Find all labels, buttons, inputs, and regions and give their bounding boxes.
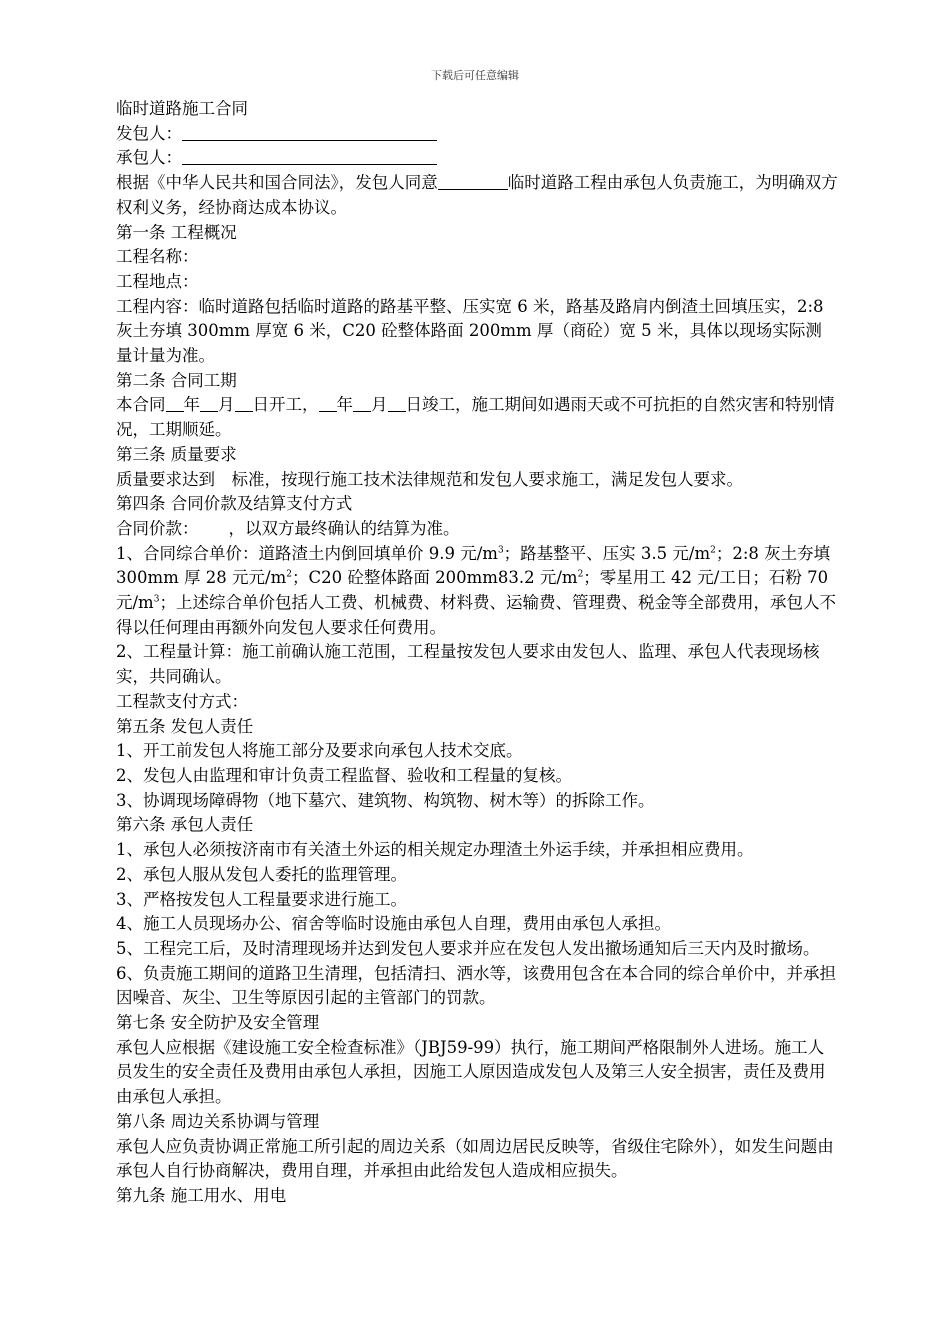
end-year-blank	[319, 395, 337, 412]
contract-price: 合同价款： ，以双方最终确认的结算为准。	[116, 518, 460, 538]
article-4-heading: 第四条 合同价款及结算支付方式	[116, 494, 353, 514]
schedule-paragraph: 本合同 年 月 日开工， 年 月 日竣工，施工期间如遇雨天或不可抗拒的自然灾害和特别情况，工期顺延。	[116, 395, 835, 440]
project-blank	[438, 173, 508, 190]
end-day-blank	[388, 395, 406, 412]
party-b-blank	[182, 148, 437, 165]
start-year-blank	[166, 395, 184, 412]
contract-body	[116, 97, 838, 1209]
article-1-heading: 第一条 工程概况	[116, 222, 237, 242]
article-5-heading: 第五条 发包人责任	[116, 716, 254, 736]
article-6-heading: 第六条 承包人责任	[116, 815, 254, 835]
article-8-heading: 第八条 周边关系协调与管理	[116, 1111, 320, 1131]
list-item: 2、承包人服从发包人委托的监理管理。	[116, 864, 407, 884]
quantity-paragraph: 2、工程量计算：施工前确认施工范围，工程量按发包人要求由发包人、监理、承包人代表现场核实，共同确认。	[116, 642, 820, 687]
start-month-blank	[200, 395, 218, 412]
list-item: 5、工程完工后，及时清理现场并达到发包人要求并应在发包人发出撤场通知后三天内及时撤场。	[116, 938, 820, 958]
payment-method: 工程款支付方式：	[116, 691, 248, 711]
article-3-heading: 第三条 质量要求	[116, 444, 237, 464]
intro-paragraph: 根据《中华人民共和国合同法》，发包人同意 临时道路工程由承包人负责施工，为明确双方权利义务，经协商达成本协议。	[116, 173, 838, 217]
list-item: 2、发包人由监理和审计负责工程监督、验收和工程量的复核。	[116, 765, 572, 785]
list-item: 3、协调现场障碍物（地下墓穴、建筑物、构筑物、树木等）的拆除工作。	[116, 790, 655, 810]
start-day-blank	[235, 395, 253, 412]
safety-paragraph: 承包人应根据《建设施工安全检查标准》（JBJ59-99）执行，施工期间严格限制外人进场。施工人员发生的安全责任及费用由承包人承担，因施工人原因造成发包人及第三人安全损害，责任及费用由承包人承担。	[116, 1037, 826, 1107]
list-item: 6、负责施工期间的道路卫生清理，包括清扫、洒水等，该费用包含在本合同的综合单价中，并承担因噪音、灰尘、卫生等原因引起的主管部门的罚款。	[116, 963, 836, 1008]
list-item: 3、严格按发包人工程量要求进行施工。	[116, 889, 407, 909]
list-item: 1、承包人必须按济南市有关渣土外运的相关规定办理渣土外运手续，并承担相应费用。	[116, 840, 754, 860]
list-item: 4、施工人员现场办公、宿舍等临时设施由承包人自理，费用由承包人承担。	[116, 914, 671, 934]
party-b-line: 承包人：	[116, 146, 838, 171]
article-7-heading: 第七条 安全防护及安全管理	[116, 1013, 320, 1033]
article-2-heading: 第二条 合同工期	[116, 370, 237, 390]
quality-paragraph: 质量要求达到 标准，按现行施工技术法律规范和发包人要求施工，满足发包人要求。	[116, 469, 743, 489]
project-name: 工程名称：	[116, 247, 199, 267]
surroundings-paragraph: 承包人应负责协调正常施工所引起的周边关系（如周边居民反映等，省级住宅除外），如发生问题由承包人自行协商解决，费用自理，并承担由此给发包人造成相应损失。	[116, 1136, 834, 1181]
project-location: 工程地点：	[116, 271, 199, 291]
end-month-blank	[353, 395, 371, 412]
list-item: 1、开工前发包人将施工部分及要求向承包人技术交底。	[116, 741, 523, 761]
unit-price-paragraph: 1、合同综合单价：道路渣土内倒回填单价 9.9 元$/m^3$；路基整平、压实 3.5 元$/m^2$；2:8 灰土夯填 300mm 厚 28 元元$/m^2$；C20 砼整体路面 200mm83.2 元$/m^2$；零星用工 42 元/工日；石粉 70 元$/m^3$；上述综合单价包括人工费、机械费、材料费、运输费、管理费、税金等全部费用，承包人不得以任何理由再额外向发包人要求任何费用。	[116, 543, 836, 637]
party-a-blank	[182, 124, 437, 141]
contract-title: 临时道路施工合同	[116, 99, 248, 118]
article-9-heading: 第九条 施工用水、用电	[116, 1185, 287, 1205]
party-a-line: 发包人：	[116, 122, 838, 147]
project-content: 工程内容：临时道路包括临时道路的路基平整、压实宽 6 米，路基及路肩内倒渣土回填压实，2:8 灰土夯填 300mm 厚宽 6 米，C20 砼整体路面 200mm 厚（商砼）宽 5 米，具体以现场实际测量计量为准。	[116, 296, 824, 366]
page-header: 下载后可任意编辑	[431, 69, 519, 82]
